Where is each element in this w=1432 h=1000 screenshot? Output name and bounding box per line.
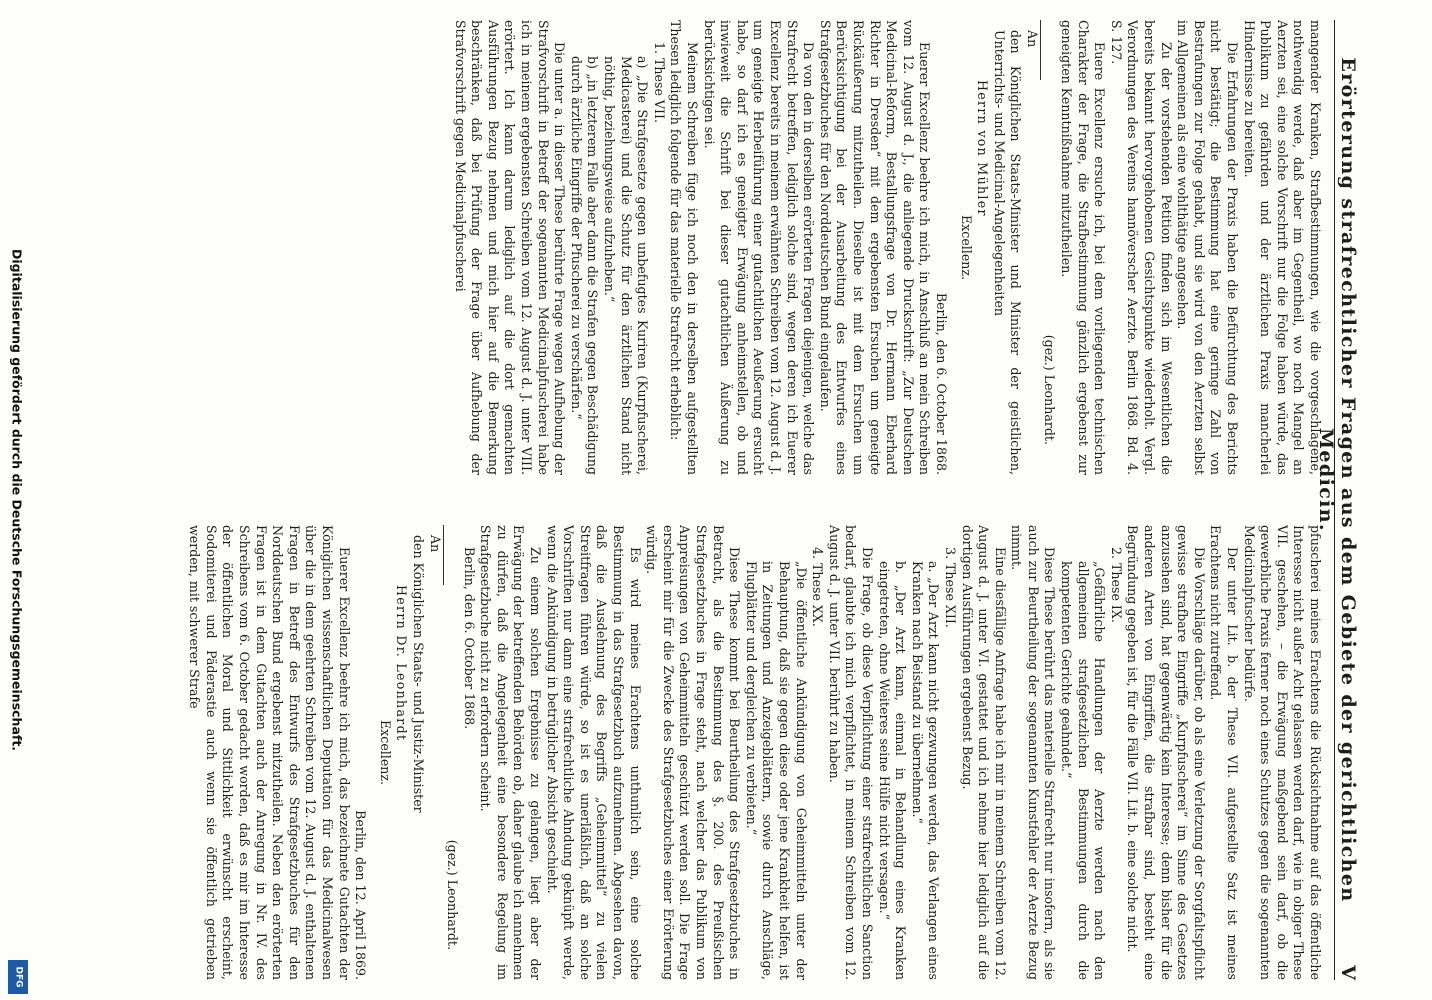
thesis-clause: a. „Der Arzt kann nicht gezwungen werden, das Verlangen eines Kranken nach Beistand zu übernehmen.“ (909, 561, 942, 980)
paragraph: Da von den in derselben erörterten Fragen diejenigen, welche das Strafrecht betreffen, lediglich solche sind, wegen deren ich Euerer Excellenz bereits in meinem erwähnten Schreiben vom 12. August d. J. um geneigte Herbeiführung einer gutachtlichen Aeußerung ersucht habe, so darf ich es geneigter Erwägung anheimstellen, ob und inwieweit die Schrift bei dieser gutachtlichen Äußerung zu berücksichtigen sei. (701, 20, 817, 475)
paragraph: Die unter a. in dieser These berührte Frage wegen Aufhebung der Strafvorschrift in Betreff der sogenannten Medicinalpfuscherei habe ich in meinem ergebensten Schreiben vom 12. August d. J. unter VIII. erörtert. Ich kann darum lediglich auf die dort gemachten Ausführungen Bezug nehmen und mich hier auf die Bemerkung beschränken, daß bei Prüfung der Frage über Aufhebung der Strafvorschrift gegen Medicinalpfuscherei (452, 20, 568, 475)
paragraph: Die Erfahrungen der Praxis haben die Befürchtung des Berichts nicht bestätigt; die Bestimmung hat eine geringe Zahl von Bestrafungen zur Folge gehabt, und sie wird von den Aerzten selbst im Allgemeinen als eine wohlthätige angesehen. (1175, 20, 1241, 475)
dfg-logo (8, 960, 28, 994)
thesis-clause: „Die öffentliche Ankündigung von Geheimmitteln unter der Behauptung, daß sie gegen diese oder jene Krankheit helfen, ist in Zeitungen und Anzeigeblättern, sowie durch Anschläge, Flugblätter und dergleichen zu verbieten.“ (743, 561, 809, 980)
rotated-document-sheet (71, 20, 1361, 980)
address-to: An (427, 535, 443, 553)
closing-date: Berlin, den 6. October 1868. (461, 547, 477, 730)
thesis-heading: 3. These XII. (942, 547, 958, 628)
section-divider (443, 525, 444, 585)
digitization-footer (6, 0, 28, 1000)
paragraph: Diese These kommt bei Beurtheilung des Strafgesetzbuches in Betracht, als die Bestimmung des §. 200. des Preußischen Strafgesetzbuches in Frage steht, nach welcher das Publikum von Anpreisungen von Geheimmitteln geschützt werden soll. Die Frage erscheint mir für die Zwecke des Strafgesetzbuches einer Erörterung würdig. (644, 525, 743, 980)
paragraph: mangender Kranken, Strafbestimmungen, wie die vorgeschlagene, nothwendig werde, daß aber im Gegentheil, wo noch Mangel an Aerzten sei, eine solche Vorschrift nur die Folge haben würde, das Publikum zu gefährden und der ärztlichen Praxis mancherlei Hindernisse zu bereiten. (1241, 20, 1323, 475)
salutation: Excellenz. (377, 719, 393, 786)
paragraph: Zu einem solchen Ergebnisse zu gelangen, liegt aber der Erwägung der betreffenden Behörden ob, daher glaube ich annehmen zu dürfen, daß die Angelegenheit eine besondere Regelung im Strafgesetzbuche nicht zu erfordern scheint. (478, 525, 544, 980)
dfg-logo-text: DFG (13, 966, 24, 988)
thesis-heading: 2. These IX. (1108, 547, 1124, 623)
thesis-heading: 1. These VII. (651, 42, 667, 123)
letter-date: Berlin, den 6. October 1868. (933, 292, 949, 475)
paragraph: Der unter Lit. b. der These VII. aufgestellte Satz ist meines Erachtens nicht zutreffend. (1208, 525, 1241, 980)
thesis-clause: b) „in letzterem Falle aber dann die Strafen gegen Beschädigung durch ärztliche Eingriffe der Pfuscherei zu verschärfen.“ (568, 56, 601, 475)
thesis-clause: „Gefährliche Handlungen der Aerzte werden nach den allgemeinen strafgesetzlichen Bestimmungen durch die kompetenten Gerichte geahndet.“ (1059, 561, 1108, 980)
paragraph: Meinem Schreiben füge ich noch den in derselben aufgestellten Thesen lediglich folgende für das materielle Strafrecht erheblich: (668, 20, 701, 475)
paragraph: Eine diesfällige Anfrage habe ich mir in meinem Schreiben vom 12. August d. J. unter VI. gestattet und ich nehme hier lediglich auf die dortigen Ausführungen ergebenst Bezug. (959, 525, 1008, 980)
paragraph: Es wird meines Erachtens unthunlich sein, eine solche Bestimmung in das Strafgesetzbuch aufzunehmen. Abgesehen davon, daß die Ausdehnung des Begriffs „Geheimmittel“ zu vielen Streitfragen führen würde, so ist es unerläßlich, daß an solche Vorschriften nur dann eine strafrechtliche Ahndung geknüpft werde, wenn die Ankündigung in betrüglicher Absicht geschieht. (544, 525, 643, 980)
address-to: An (1024, 30, 1040, 48)
text-column-right (71, 525, 1323, 980)
paragraph: Die Vorschläge darüber, ob als eine Verletzung der Sorgfaltspflicht gewisse strafbare Eingriffe „Kurpfuscherei“ im Sinne des Gesetzes anzusehen sind, hat gegenwärtig kein Interesse; denn bisher für die anderen Arten von Eingriffen, die strafbar sind, besteht eine Begründung gegeben ist, für die Fälle VII. Lit. b. eine solche nicht. (1125, 525, 1207, 980)
paragraph: Die Frage, ob diese Verpflichtung einer strafrechtlichen Sanction bedarf, glaubte ich mich verpflichtet, in meinem Schreiben vom 12. August d. J. unter VII. berührt zu haben. (826, 525, 875, 980)
signature: (gez.) Leonhardt. (1042, 334, 1058, 445)
thesis-clause: b. „Der Arzt kann, einmal in Behandlung eines Kranken eingetreten, ohne Weiteres seine Hülfe nicht versagen.“ (876, 561, 909, 980)
thesis-heading: 4. These XX. (810, 547, 826, 627)
paragraph: Euerer Excellenz beehre ich mich, das bezeichnete Gutachten der Königlichen wissenschaftlichen Deputation für das Medicinalwesen über die in dem geehrten Schreiben vom 12. August d. J. enthaltenen Fragen in Betreff des Entwurfs des Strafgesetzbuches für den Norddeutschen Bund ergebenst mitzutheilen. Neben den erörterten Fragen ist in dem Gutachten auch der Anregung in Nr. IV. des Schreibens vom 6. October gedacht worden, daß es mir im Interesse der öffentlichen Moral und Sittlichkeit erwünscht erscheint, Sodomiterei und Päderastie auch wenn sie öffentlich getrieben werden, mit schwerer Strafe (187, 525, 352, 980)
paragraph: pfuscherei meines Erachtens die Rücksichtnahme auf das öffentliche Interesse nicht außer Acht gelassen werden darf, wie in obiger These VII. geschehen, – die Erwägung maßgebend sein darf, ob die gewerbliche Praxis ferner noch eines Schutzes gegen die sogenannten Medicinalpfuscher bedürfe. (1241, 525, 1323, 980)
paragraph: Zu der vorstehenden Petition finden sich im Wesentlichen die bereits bekannt hervorgehobenen Gesichtspunkte wiederholt. Vergl. Verordnungen des Vereins hannöverscher Aerzte. Berlin 1868. Bd. 4. S. 127. (1108, 20, 1174, 475)
running-head-title: Erörterung strafrechtlicher Fragen aus dem Gebiete der gerichtlichen Medicin. (1315, 57, 1359, 903)
page-number: V (1337, 965, 1359, 980)
paragraph: Euere Excellenz ersuche ich, bei dem vorliegenden technischen Charakter der Frage, die Strafbestimmung gänzlich ergebenst zur geneigten Kenntnißnahme mitzutheilen. (1059, 20, 1108, 475)
paragraph: Diese These berührt das materielle Strafrecht nur insofern, als sie auch zur Beurtheilung der sogenannten Kunstfehler der Aerzte Bezug nimmt. (1009, 525, 1058, 980)
thesis-clause: a) „Die Strafgesetze gegen unbefugtes Kuriren (Kurpfuscherei, Medicasterei) und die Schutz für den ärztlichen Stand nicht nöthig, beziehungsweise aufzuheben.“ (602, 56, 651, 475)
spacer (949, 20, 957, 475)
signature: (gez.) Leonhardt. (445, 839, 461, 950)
footer-credit: Digitalisierung gefördert durch die Deutsche Forschungsgemeinschaft. (9, 248, 25, 752)
letter-date: Berlin, den 12. April 1869. (353, 810, 369, 980)
spacer (368, 525, 376, 980)
addressee-name: Herrn von Mühler (975, 80, 991, 217)
salutation: Excellenz. (958, 214, 974, 281)
section-divider (1040, 20, 1041, 80)
running-head (1315, 20, 1361, 980)
text-column-left (71, 20, 1323, 475)
addressee-name: Herrn Dr. Leonhardt (394, 585, 410, 742)
addressee: den Königlichen Staats-Minister und Minister der geistlichen, Unterrichts- und Medicinal-Angelegenheiten (991, 30, 1024, 475)
paragraph: Euerer Excellenz beehre ich mich, in Anschluß an mein Schreiben vom 12. August d. J., die anliegende Druckschrift: „Zur Deutschen Medicinal-Reform, Bestallungsfrage von Dr. Hermann Eberhard Richter in Dresden“ mit dem ergebensten Ersuchen um geneigte Rückäußerung mitzutheilen. Dieselbe ist mit dem Ersuchen um Berücksichtigung bei der Ausarbeitung des Entwurfes eines Strafgesetzbuches für den Norddeutschen Bund eingelaufen. (817, 20, 933, 475)
addressee: den Königlichen Staats- und Justiz-Minister (410, 535, 426, 813)
